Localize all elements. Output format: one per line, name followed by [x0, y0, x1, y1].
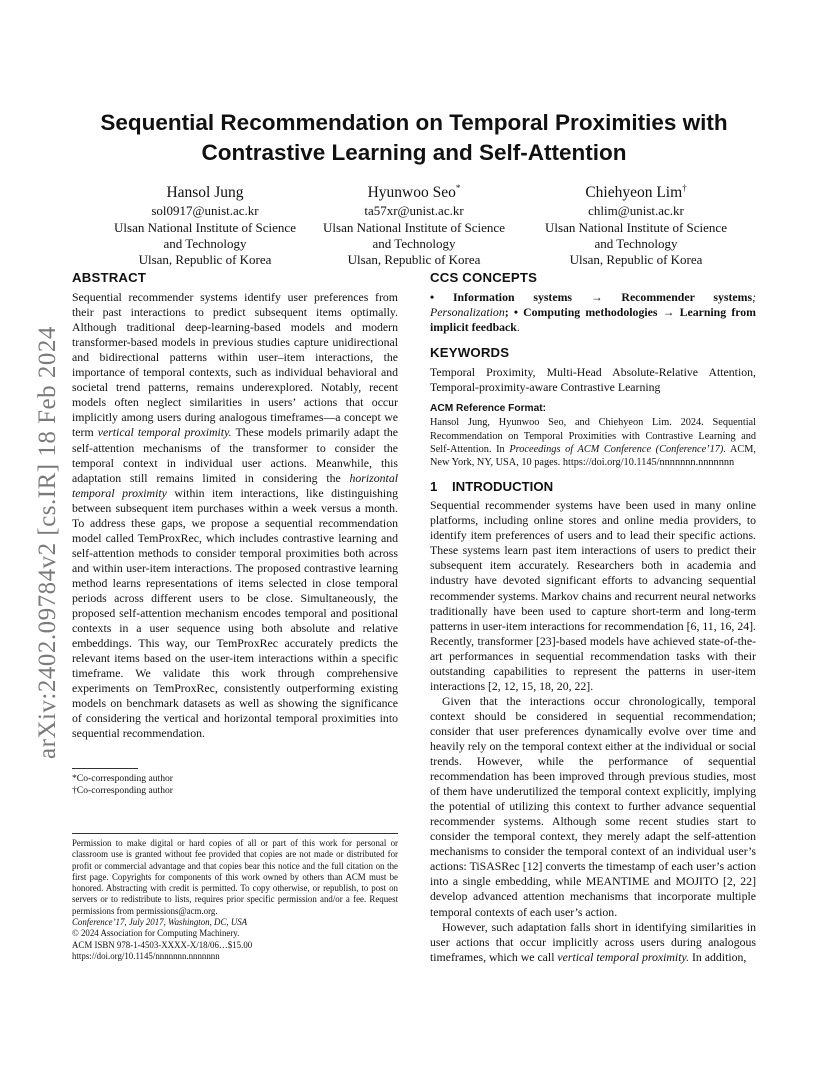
author-affiliation: Ulsan National Institute of Science: [545, 219, 727, 235]
doi-link[interactable]: https://doi.org/10.1145/nnnnnnn.nnnnnnn: [72, 950, 220, 961]
left-column: [72, 270, 398, 741]
author-email: sol0917@unist.ac.kr: [151, 203, 259, 219]
footnotes: [72, 768, 398, 797]
right-column: [430, 270, 756, 965]
author-email: chlim@unist.ac.kr: [588, 203, 684, 219]
copyright-line: © 2024 Association for Computing Machinery.: [72, 928, 240, 939]
footnote-2: †Co-corresponding author: [72, 785, 173, 796]
keywords-text: Temporal Proximity, Multi-Head Absolute-Relative Attention, Temporal-proximity-aware Contrastive Learning: [430, 365, 756, 395]
footnote-1: *Co-corresponding author: [72, 773, 173, 784]
conference-info: Conference’17, July 2017, Washington, DC, USA: [72, 917, 248, 928]
intro-paragraph-2: Given that the interactions occur chronologically, temporal context should be considered in sequential recommendation; consider that user preferences dynamically evolve over time and heavily rely on the temporal context either at the individual or social trends. However, while the performance of sequential recommendation has been improved through previous studies, most of them have underutilized the temporal context explicitly, implying the potential of utilizing this context to further advance sequential recommender systems. Although some recent studies start to consider the temporal context, they merely adapt the self-attention mechanisms to consider the temporal context of an individual user’s actions: TiSASRec [12] converts the timestamp of each user’s action into a single embedding, while MEANTIME and MOJITO [2, 22] develop advanced attention mechanisms that incorporate multiple temporal contexts of each user’s action.: [430, 693, 756, 919]
title-line-2: Contrastive Learning and Self-Attention: [201, 140, 627, 165]
acm-reference-heading: ACM Reference Format:: [430, 403, 547, 415]
isbn-line: ACM ISBN 978-1-4503-XXXX-X/18/06…$15.00: [72, 939, 253, 950]
author-name: Chiehyeon Lim†: [585, 183, 687, 202]
permission-rule: [72, 833, 398, 834]
author-location: Ulsan, Republic of Korea: [347, 252, 481, 268]
author-location: Ulsan, Republic of Korea: [569, 252, 703, 268]
author-affiliation-cont: and Technology: [594, 235, 678, 251]
arxiv-identifier: arXiv:2402.09784v2 [cs.IR] 18 Feb 2024: [34, 326, 61, 759]
title-line-1: Sequential Recommendation on Temporal Proximities with: [100, 110, 728, 135]
arxiv-watermark: [14, 295, 61, 760]
author-location: Ulsan, Republic of Korea: [138, 252, 272, 268]
acm-reference-text: Hansol Jung, Hyunwoo Seo, and Chiehyeon Lim. 2024. Sequential Recommendation on Temporal Proximities with Contrastive Learning and Self-Attention. In Proceedings of ACM Conference (Conference’17). ACM, New York, NY, USA, 10 pages. https://doi.org/10.1145/nnnnnnn.nnnnnnn: [430, 417, 756, 468]
intro-paragraph-1: Sequential recommender systems have been used in many online platforms, including online stores and online media providers, to identify item preferences of users and to lead their specific actions. These systems learn past item interactions of users to predict their subsequent item accurately. Researchers both in academia and industry have devoted significant efforts to advancing sequential recommender systems. Markov chains and recurrent neural networks traditionally have been used to capture short-term and long-term patterns in user-item interactions for recommendation [6, 11, 16, 24]. Recently, transformer [23]-based models have achieved state-of-the-art performances in sequential recommendation tasks with their outstanding capabilities to represent the patterns in user-item interactions [2, 12, 15, 18, 20, 22].: [430, 498, 756, 693]
keywords-heading: KEYWORDS: [430, 345, 510, 361]
intro-paragraph-3: However, such adaptation falls short in identifying similarities in user actions that occur implicitly across users during analogous timeframes, which we call vertical temporal proximity. In addition,: [430, 919, 756, 964]
author-affiliation-cont: and Technology: [163, 235, 247, 251]
author-affiliation: Ulsan National Institute of Science: [114, 219, 296, 235]
paper-title: [80, 108, 748, 168]
author-name: Hyunwoo Seo*: [367, 183, 461, 202]
author-name: Hansol Jung: [166, 184, 244, 202]
permission-text: Permission to make digital or hard copies of all or part of this work for personal or classroom use is granted without fee provided that copies are not made or distributed for profit or commercial advantage and that copies bear this notice and the full citation on the first page. Copyrights for components of this work owned by others than ACM must be honored. Abstracting with credit is permitted. To copy otherwise, or republish, to post on servers or to redistribute to lists, requires prior specific permission and/or a fee. Request permissions from permissions@acm.org.: [72, 838, 398, 916]
abstract-heading: ABSTRACT: [72, 270, 147, 285]
ccs-text: • Information systems → Recommender systems; Personalization; • Computing methodologies → Learning from implicit feedback.: [430, 290, 756, 335]
footnote-rule: [72, 768, 138, 769]
author-block-2: [299, 178, 529, 269]
author-block-1: [90, 178, 320, 269]
permission-block: [72, 833, 398, 962]
ccs-heading: CCS CONCEPTS: [430, 270, 538, 285]
abstract-text: Sequential recommender systems identify user preferences from their past interactions to predict subsequent items optimally. Although traditional deep-learning-based models and modern transformer-based models in previous studies capture unidirectional and bidirectional patterns within user–item interactions, the importance of temporal contexts, such as individual behavioral and societal trend patterns, remains underexplored. Notably, recent models often neglect similarities in users’ actions that occur implicitly among users during analogous timeframes—a concept we term vertical temporal proximity. These models primarily adapt the self-attention mechanisms of the transformer to consider the temporal context in individual user actions. Meanwhile, this adaptation still remains limited in considering the horizontal temporal proximity within item interactions, like distinguishing between subsequent item purchases within a week versus a month. To address these gaps, we propose a sequential recommendation model called TemProxRec, which includes contrastive learning and self-attention methods to consider temporal proximities both across and within user-item interactions. The proposed contrastive learning method learns representations of items selected in close temporal periods across different users to be close. Simultaneously, the proposed self-attention mechanism encodes temporal and positional contexts in a user sequence using both absolute and relative embeddings. This way, our TemProxRec accurately predicts the relevant items based on the user-item interactions within a specific timeframe. We validate this work through comprehensive experiments on TemProxRec, consistently outperforming existing models on benchmark datasets as well as showing the significance of considering the vertical and horizontal temporal proximities into sequential recommendation.: [72, 290, 398, 741]
author-affiliation: Ulsan National Institute of Science: [323, 219, 505, 235]
author-affiliation-cont: and Technology: [372, 235, 456, 251]
author-email: ta57xr@unist.ac.kr: [364, 203, 464, 219]
author-block-3: [521, 178, 751, 269]
introduction-heading: 1 INTRODUCTION: [430, 479, 554, 495]
